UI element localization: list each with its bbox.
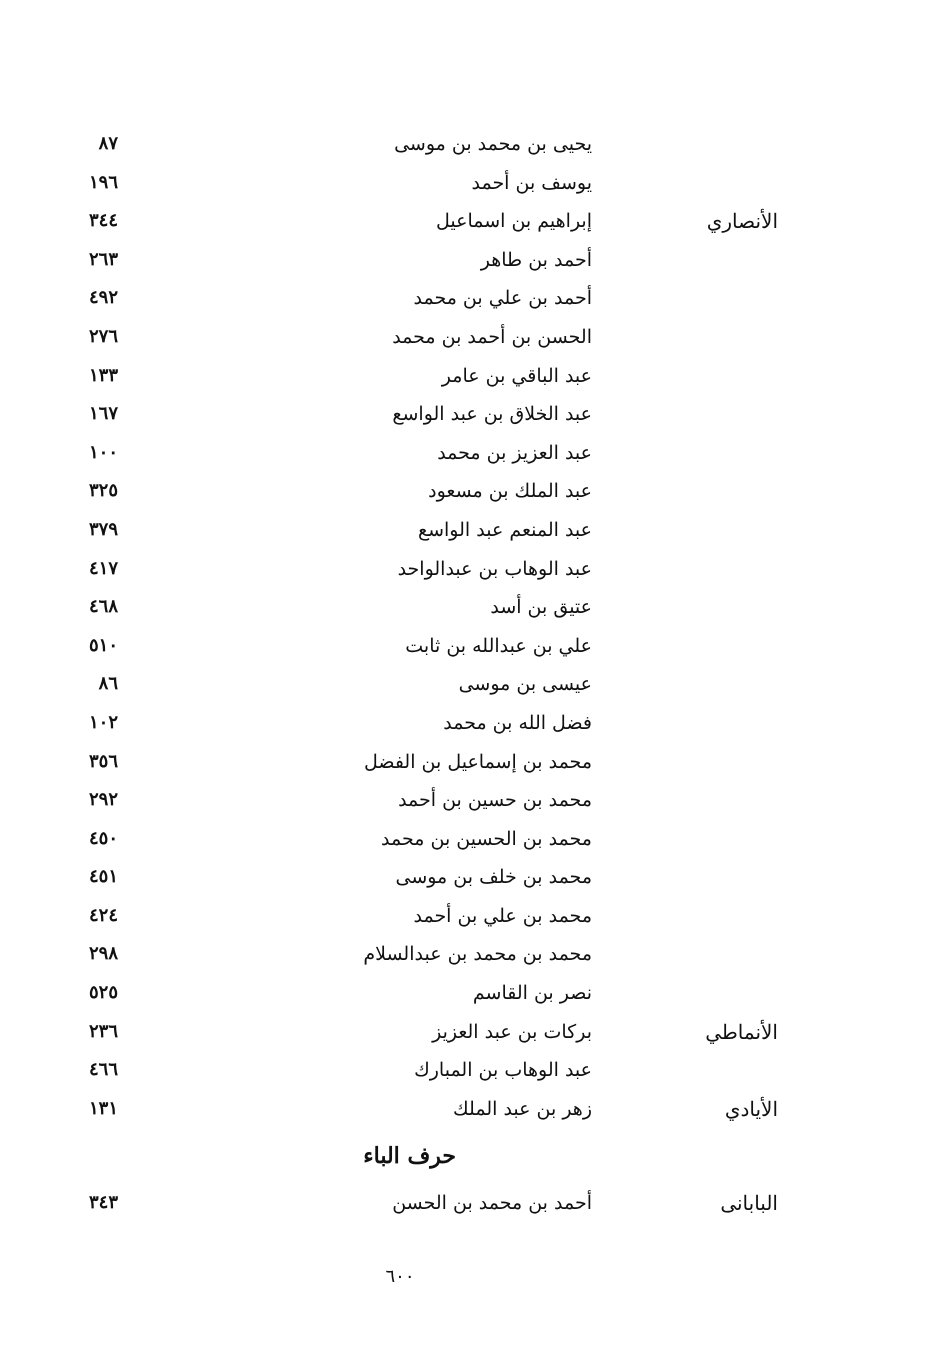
section-heading: حرف الباء	[363, 1143, 456, 1169]
person-name: فضل الله بن محمد	[443, 711, 592, 734]
index-row	[0, 550, 940, 589]
person-name: يحيى بن محمد بن موسى	[394, 133, 592, 155]
index-row	[0, 125, 940, 164]
person-name: عبد الوهاب بن المبارك	[414, 1059, 592, 1082]
page-reference: ٢٦٣	[88, 248, 118, 270]
person-name: علي بن عبدالله بن ثابت	[405, 634, 592, 657]
person-name: عبد الباقي بن عامر	[441, 364, 592, 387]
page-reference: ٤٢٤	[88, 904, 118, 926]
nisba-label: البابانى	[720, 1191, 778, 1215]
page-number: ٦٠٠	[385, 1266, 415, 1287]
index-row	[0, 935, 940, 974]
page-reference: ١٣١	[88, 1097, 118, 1119]
page-reference: ٢٩٢	[88, 789, 118, 811]
person-name: إبراهيم بن اسماعيل	[436, 210, 592, 233]
person-name: الحسن بن أحمد بن محمد	[392, 325, 592, 348]
index-row	[0, 279, 940, 318]
page-reference: ٤٥٠	[88, 827, 118, 849]
index-row	[0, 1090, 940, 1129]
person-name: نصر بن القاسم	[472, 982, 592, 1005]
person-name: محمد بن حسين بن أحمد	[398, 789, 592, 812]
nisba-label: الأنماطي	[705, 1019, 778, 1044]
index-row	[0, 974, 940, 1013]
person-name: محمد بن الحسين بن محمد	[381, 827, 592, 850]
person-name: أحمد بن محمد بن الحسن	[392, 1192, 592, 1214]
page-reference: ٣٤٤	[88, 210, 118, 232]
person-name: محمد بن إسماعيل بن الفضل	[363, 750, 592, 773]
index-row	[0, 743, 940, 782]
index-row	[0, 434, 940, 473]
index-list	[0, 125, 940, 1128]
index-row	[0, 202, 940, 241]
index-row	[0, 511, 940, 550]
person-name: أحمد بن علي بن محمد	[413, 287, 592, 310]
person-name: محمد بن علي بن أحمد	[413, 904, 592, 927]
nisba-label: الأنصاري	[706, 209, 778, 234]
page-reference: ٤٥١	[88, 866, 118, 888]
page-reference: ٢٣٦	[88, 1020, 118, 1042]
page-reference: ٨٦	[98, 673, 118, 695]
index-row	[0, 588, 940, 627]
index-row	[0, 820, 940, 859]
page-reference: ٤٦٨	[88, 596, 118, 618]
index-row	[0, 318, 940, 357]
person-name: عبد الخلاق بن عبد الواسع	[392, 403, 592, 426]
index-row	[0, 395, 940, 434]
index-row	[0, 164, 940, 203]
person-name: يوسف بن أحمد	[471, 171, 592, 194]
index-row	[0, 357, 940, 396]
person-name: عبد المنعم عبد الواسع	[418, 518, 592, 541]
page-reference: ٣٥٦	[88, 750, 118, 772]
person-name: عبد الملك بن مسعود	[428, 480, 592, 503]
index-row	[0, 704, 940, 743]
page-reference: ١٠٠	[88, 441, 118, 463]
page-reference: ٣٢٥	[88, 480, 118, 502]
index-row	[0, 1013, 940, 1052]
index-row	[0, 627, 940, 666]
page-reference: ٤٦٦	[88, 1059, 118, 1081]
page-reference: ١٩٦	[88, 171, 118, 193]
index-row	[0, 241, 940, 280]
page-reference: ٥١٠	[88, 634, 118, 656]
page-reference: ٤١٧	[88, 557, 118, 579]
person-name: محمد بن خلف بن موسى	[395, 866, 592, 889]
person-name: عيسى بن موسى	[458, 673, 592, 696]
nisba-label: الأيادي	[724, 1096, 778, 1121]
index-row	[0, 858, 940, 897]
person-name: عبد الوهاب بن عبدالواحد	[397, 557, 592, 580]
page-reference: ١٣٣	[88, 364, 118, 386]
person-name: بركات بن عبد العزيز	[432, 1020, 592, 1043]
page-reference: ٤٩٢	[88, 287, 118, 309]
page-reference: ٢٩٨	[88, 943, 118, 965]
page-reference: ٣٧٩	[88, 518, 118, 540]
page-reference: ٨٧	[98, 133, 118, 154]
index-row	[0, 665, 940, 704]
person-name: محمد بن محمد بن عبدالسلام	[363, 943, 592, 966]
page-reference: ١٦٧	[88, 403, 118, 425]
page-reference: ٥٢٥	[88, 982, 118, 1004]
person-name: أحمد بن طاهر	[480, 248, 592, 271]
index-row	[0, 472, 940, 511]
person-name: عتيق بن أسد	[490, 596, 592, 619]
person-name: زهر بن عبد الملك	[453, 1097, 592, 1120]
index-row	[0, 781, 940, 820]
page-reference: ١٠٢	[88, 711, 118, 733]
page-reference: ٣٤٣	[88, 1192, 118, 1213]
page-reference: ٢٧٦	[88, 325, 118, 347]
index-row	[0, 1051, 940, 1090]
index-row	[0, 897, 940, 936]
index-row	[0, 1184, 940, 1222]
person-name: عبد العزيز بن محمد	[437, 441, 592, 464]
